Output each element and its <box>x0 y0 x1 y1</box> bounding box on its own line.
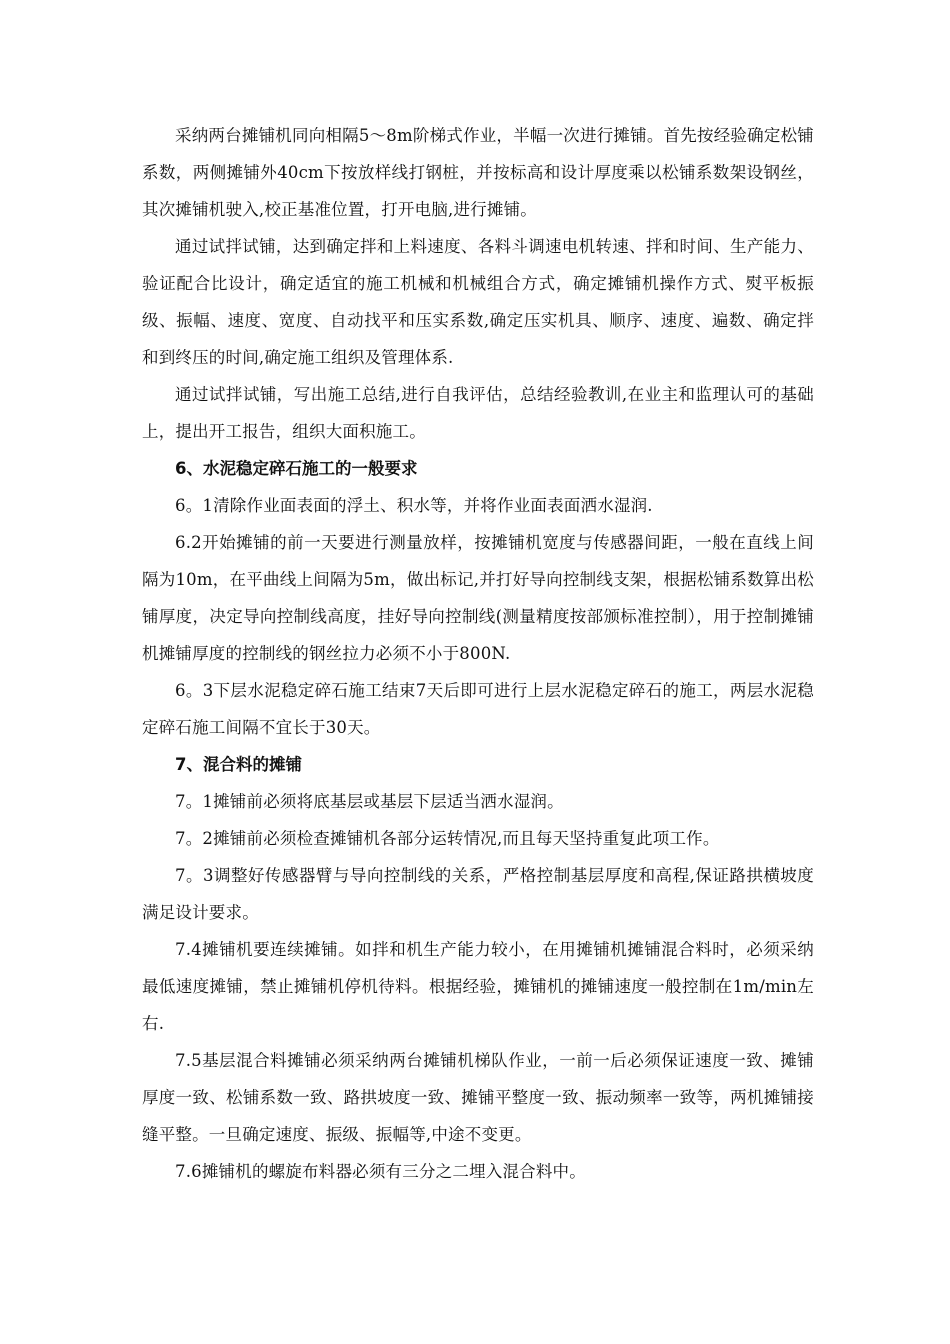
section-6-heading: 6、水泥稳定碎石施工的一般要求 <box>175 459 418 478</box>
document-page <box>142 117 814 1190</box>
section-7-item-4: 7.4摊铺机要连续摊铺。如拌和机生产能力较小，在用摊铺机摊铺混合料时，必须采纳最低速度摊铺，禁止摊铺机停机待料。根据经验，摊铺机的摊铺速度一般控制在1m/min左右. <box>142 940 814 1033</box>
paragraph-paver-operation: 采纳两台摊铺机同向相隔5～8m阶梯式作业，半幅一次进行摊铺。首先按经验确定松铺系数，两侧摊铺外40cm下按放样线打钢桩，并按标高和设计厚度乘以松铺系数架设钢丝，其次摊铺机驶入,校正基准位置，打开电脑,进行摊铺。 <box>142 126 814 219</box>
section-7-item-2: 7。2摊铺前必须检查摊铺机各部分运转情况,而且每天坚持重复此项工作。 <box>175 829 720 848</box>
section-6-item-3: 6。3下层水泥稳定碎石施工结束7天后即可进行上层水泥稳定碎石的施工，两层水泥稳定碎石施工间隔不宜长于30天。 <box>142 681 814 737</box>
section-6-item-2: 6.2开始摊铺的前一天要进行测量放样，按摊铺机宽度与传感器间距，一般在直线上间隔为10m，在平曲线上间隔为5m，做出标记,并打好导向控制线支架，根据松铺系数算出松铺厚度，决定导向控制线高度，挂好导向控制线(测量精度按部颁标准控制），用于控制摊铺机摊铺厚度的控制线的钢丝拉力必须不小于800N. <box>142 533 814 663</box>
section-7-item-1: 7。1摊铺前必须将底基层或基层下层适当洒水湿润。 <box>175 792 564 811</box>
section-7-item-6: 7.6摊铺机的螺旋布料器必须有三分之二埋入混合料中。 <box>175 1162 586 1181</box>
section-7-item-5: 7.5基层混合料摊铺必须采纳两台摊铺机梯队作业，一前一后必须保证速度一致、摊铺厚度一致、松铺系数一致、路拱坡度一致、摊铺平整度一致、振动频率一致等，两机摊铺接缝平整。一旦确定速度、振级、振幅等,中途不变更。 <box>142 1051 814 1144</box>
section-7-item-3: 7。3调整好传感器臂与导向控制线的关系，严格控制基层厚度和高程,保证路拱横坡度满足设计要求。 <box>142 866 814 922</box>
section-6-item-1: 6。1清除作业面表面的浮土、积水等，并将作业面表面洒水湿润. <box>175 496 653 515</box>
section-7-heading: 7、混合料的摊铺 <box>175 755 302 774</box>
paragraph-construction-summary: 通过试拌试铺，写出施工总结,进行自我评估，总结经验教训,在业主和监理认可的基础上，提出开工报告，组织大面积施工。 <box>142 385 814 441</box>
paragraph-trial-mixing: 通过试拌试铺，达到确定拌和上料速度、各料斗调速电机转速、拌和时间、生产能力、验证配合比设计，确定适宜的施工机械和机械组合方式，确定摊铺机操作方式、熨平板振级、振幅、速度、宽度、自动找平和压实系数,确定压实机具、顺序、速度、遍数、确定拌和到终压的时间,确定施工组织及管理体系. <box>142 237 814 367</box>
